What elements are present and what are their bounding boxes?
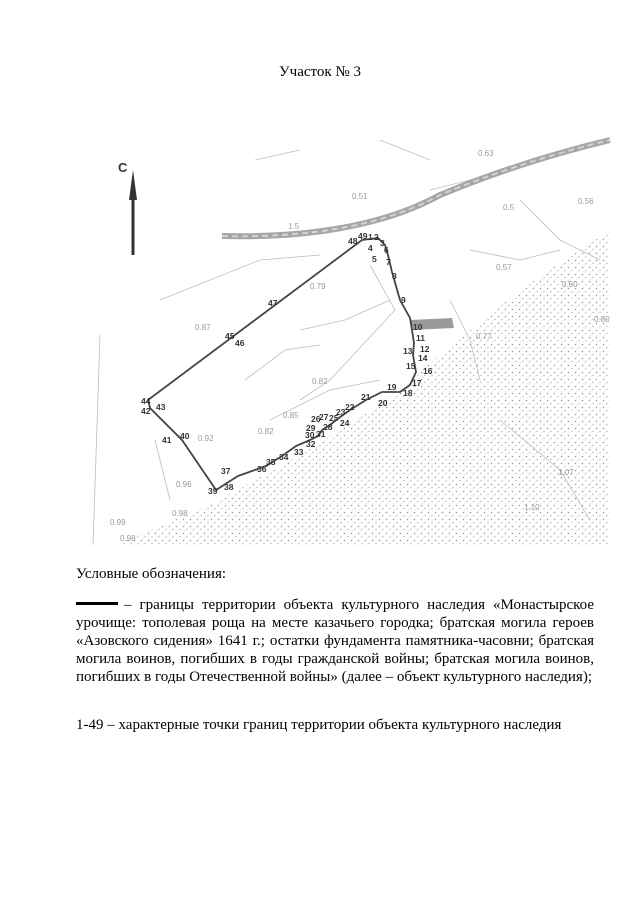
point-label: 10 <box>413 322 423 332</box>
elevation-mark: 0.56 <box>578 197 594 206</box>
point-label: 1 <box>368 232 373 242</box>
elevation-mark: 0.85 <box>283 411 299 420</box>
point-label: 44 <box>141 396 151 406</box>
point-label: 42 <box>141 406 151 416</box>
point-label: 2 <box>374 232 379 242</box>
point-label: 29 <box>306 423 316 433</box>
north-arrow <box>118 160 137 255</box>
point-label: 28 <box>323 422 333 432</box>
point-label: 11 <box>416 333 425 343</box>
point-label: 49 <box>358 231 368 241</box>
point-label: 48 <box>348 236 358 246</box>
point-label: 26 <box>311 414 321 424</box>
point-label: 41 <box>162 435 172 445</box>
point-label: 3 <box>380 238 385 248</box>
elevation-mark: 0.92 <box>198 434 214 443</box>
point-label: 36 <box>257 464 267 474</box>
elevation-mark: 0.98 <box>120 534 136 543</box>
point-label: 17 <box>412 378 422 388</box>
elevation-mark: 0.63 <box>478 149 494 158</box>
elevation-mark: 0.51 <box>352 192 368 201</box>
point-label: 31 <box>316 429 326 439</box>
point-label: 8 <box>392 271 397 281</box>
point-label: 22 <box>345 402 355 412</box>
point-label: 27 <box>319 412 329 422</box>
point-label: 43 <box>156 402 166 412</box>
point-label: 14 <box>418 353 428 363</box>
elevation-mark: 0.77 <box>476 332 492 341</box>
elevation-mark: 0.96 <box>176 480 192 489</box>
point-label: 45 <box>225 331 235 341</box>
elevation-mark: 0.60 <box>562 280 578 289</box>
point-label: 18 <box>403 388 413 398</box>
point-label: 9 <box>401 295 406 305</box>
elevation-mark: 1.5 <box>288 222 300 231</box>
page-title: Участок № 3 <box>279 64 361 80</box>
point-label: 38 <box>224 482 234 492</box>
point-label: 23 <box>336 407 346 417</box>
elevation-mark: 0.87 <box>195 323 211 332</box>
point-label: 21 <box>361 392 371 402</box>
point-label: 5 <box>372 254 377 264</box>
point-label: 6 <box>384 245 389 255</box>
point-label: 19 <box>387 382 397 392</box>
point-label: 15 <box>406 361 416 371</box>
legend-boundary-text: – границы территории объекта культурного наследия «Монастырское урочище: тополевая роща на месте казачьего городка; братская могила героев «Азовского сидения» 1641 г.; остатки фундамента памятника-часовни; братская могила воинов, погибших в годы гражданской войны; братская могила воинов, погибших в годы Отечественной войны» (далее – объект культурного наследия); <box>76 597 594 685</box>
point-label: 20 <box>378 398 388 408</box>
north-label: С <box>118 160 128 175</box>
point-label: 25 <box>329 413 339 423</box>
elevation-mark: 0.5 <box>503 203 515 212</box>
legend-heading: Условные обозначения: <box>76 566 227 582</box>
point-label: 40 <box>180 431 190 441</box>
point-label: 37 <box>221 466 231 476</box>
river-bank-area <box>115 230 610 545</box>
elevation-mark: 0.79 <box>310 282 326 291</box>
elevation-mark: 0.98 <box>172 509 188 518</box>
point-label: 4 <box>368 243 373 253</box>
elevation-mark: 0.82 <box>258 427 274 436</box>
point-label: 7 <box>386 257 391 267</box>
elevation-mark: 0.57 <box>496 263 512 272</box>
elevation-mark: 1.10 <box>524 503 540 512</box>
legend-points-entry: 1-49 – характерные точки границ территории объекта культурного наследия <box>76 717 562 733</box>
point-label: 39 <box>208 486 218 496</box>
point-label: 35 <box>266 457 276 467</box>
point-label: 34 <box>279 452 289 462</box>
elevation-mark: 0.82 <box>312 377 328 386</box>
boundary-swatch <box>76 602 118 605</box>
elevation-mark: 1.07 <box>558 468 574 477</box>
point-label: 24 <box>340 418 350 428</box>
elevation-mark: 0.80 <box>594 315 610 324</box>
point-label: 12 <box>420 344 430 354</box>
elevation-mark: 0.99 <box>110 518 126 527</box>
point-label: 16 <box>423 366 433 376</box>
point-label: 30 <box>305 430 315 440</box>
point-label: 32 <box>306 439 316 449</box>
legend-boundary-entry <box>76 596 594 686</box>
point-label: 46 <box>235 338 245 348</box>
point-label: 33 <box>294 447 304 457</box>
point-label: 47 <box>268 298 278 308</box>
point-label: 13 <box>403 346 413 356</box>
